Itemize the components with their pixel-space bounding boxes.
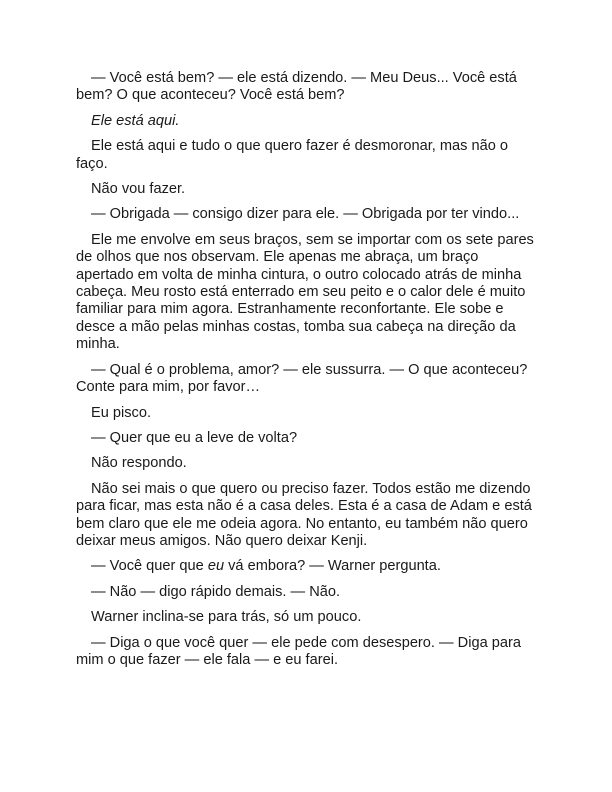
paragraph-6: Ele me envolve em seus braços, sem se importar com os sete pares de olhos que nos observam. Ele apenas me abraça, um braço apertado em volta de minha cintura, o outro colocado atrás de minha cabeça. Meu rosto está enterrado em seu peito e o calor dele é muito familiar para mim agora. Estranhamente reconfortante. Ele sobe e desce a mão pelas minhas costas, tomba sua cabeça na direção da minha. xyxy=(76,231,534,353)
paragraph-2: Ele está aqui. xyxy=(91,112,180,129)
paragraph-1: — Você está bem? — ele está dizendo. — Meu Deus... Você está bem? O que aconteceu? Você está bem? xyxy=(76,70,517,104)
paragraph-10: Não respondo. xyxy=(91,455,187,472)
paragraph-7: — Qual é o problema, amor? — ele sussurra. — O que aconteceu? Conte para mim, por favor… xyxy=(76,361,528,396)
paragraph-15: — Diga o que você quer — ele pede com desespero. — Diga para mim o que fazer — ele fala — e eu farei. xyxy=(76,634,521,668)
paragraph-9: — Quer que eu a leve de volta? xyxy=(91,429,298,446)
book-page xyxy=(76,70,538,677)
paragraph-8: Eu pisco. xyxy=(91,404,152,421)
paragraph-12-before: — Você quer que xyxy=(91,558,208,575)
paragraph-12 xyxy=(76,558,538,575)
paragraph-3: Ele está aqui e tudo o que quero fazer é desmoronar, mas não o faço. xyxy=(76,138,509,172)
paragraph-14: Warner inclina-se para trás, só um pouco. xyxy=(91,609,362,626)
paragraph-12-emphasis: eu xyxy=(207,558,225,575)
paragraph-12-after: vá embora? — Warner pergunta. xyxy=(224,558,441,575)
paragraph-4: Não vou fazer. xyxy=(91,181,186,198)
paragraph-11: Não sei mais o que quero ou preciso fazer. Todos estão me dizendo para ficar, mas esta não é a casa deles. Esta é a casa de Adam e está bem claro que ele me odeia agora. No entanto, eu também não quero deixar meus amigos. Não quero deixar Kenji. xyxy=(76,480,532,549)
paragraph-13: — Não — digo rápido demais. — Não. xyxy=(91,583,341,600)
paragraph-5: — Obrigada — consigo dizer para ele. — Obrigada por ter vindo... xyxy=(91,206,520,223)
